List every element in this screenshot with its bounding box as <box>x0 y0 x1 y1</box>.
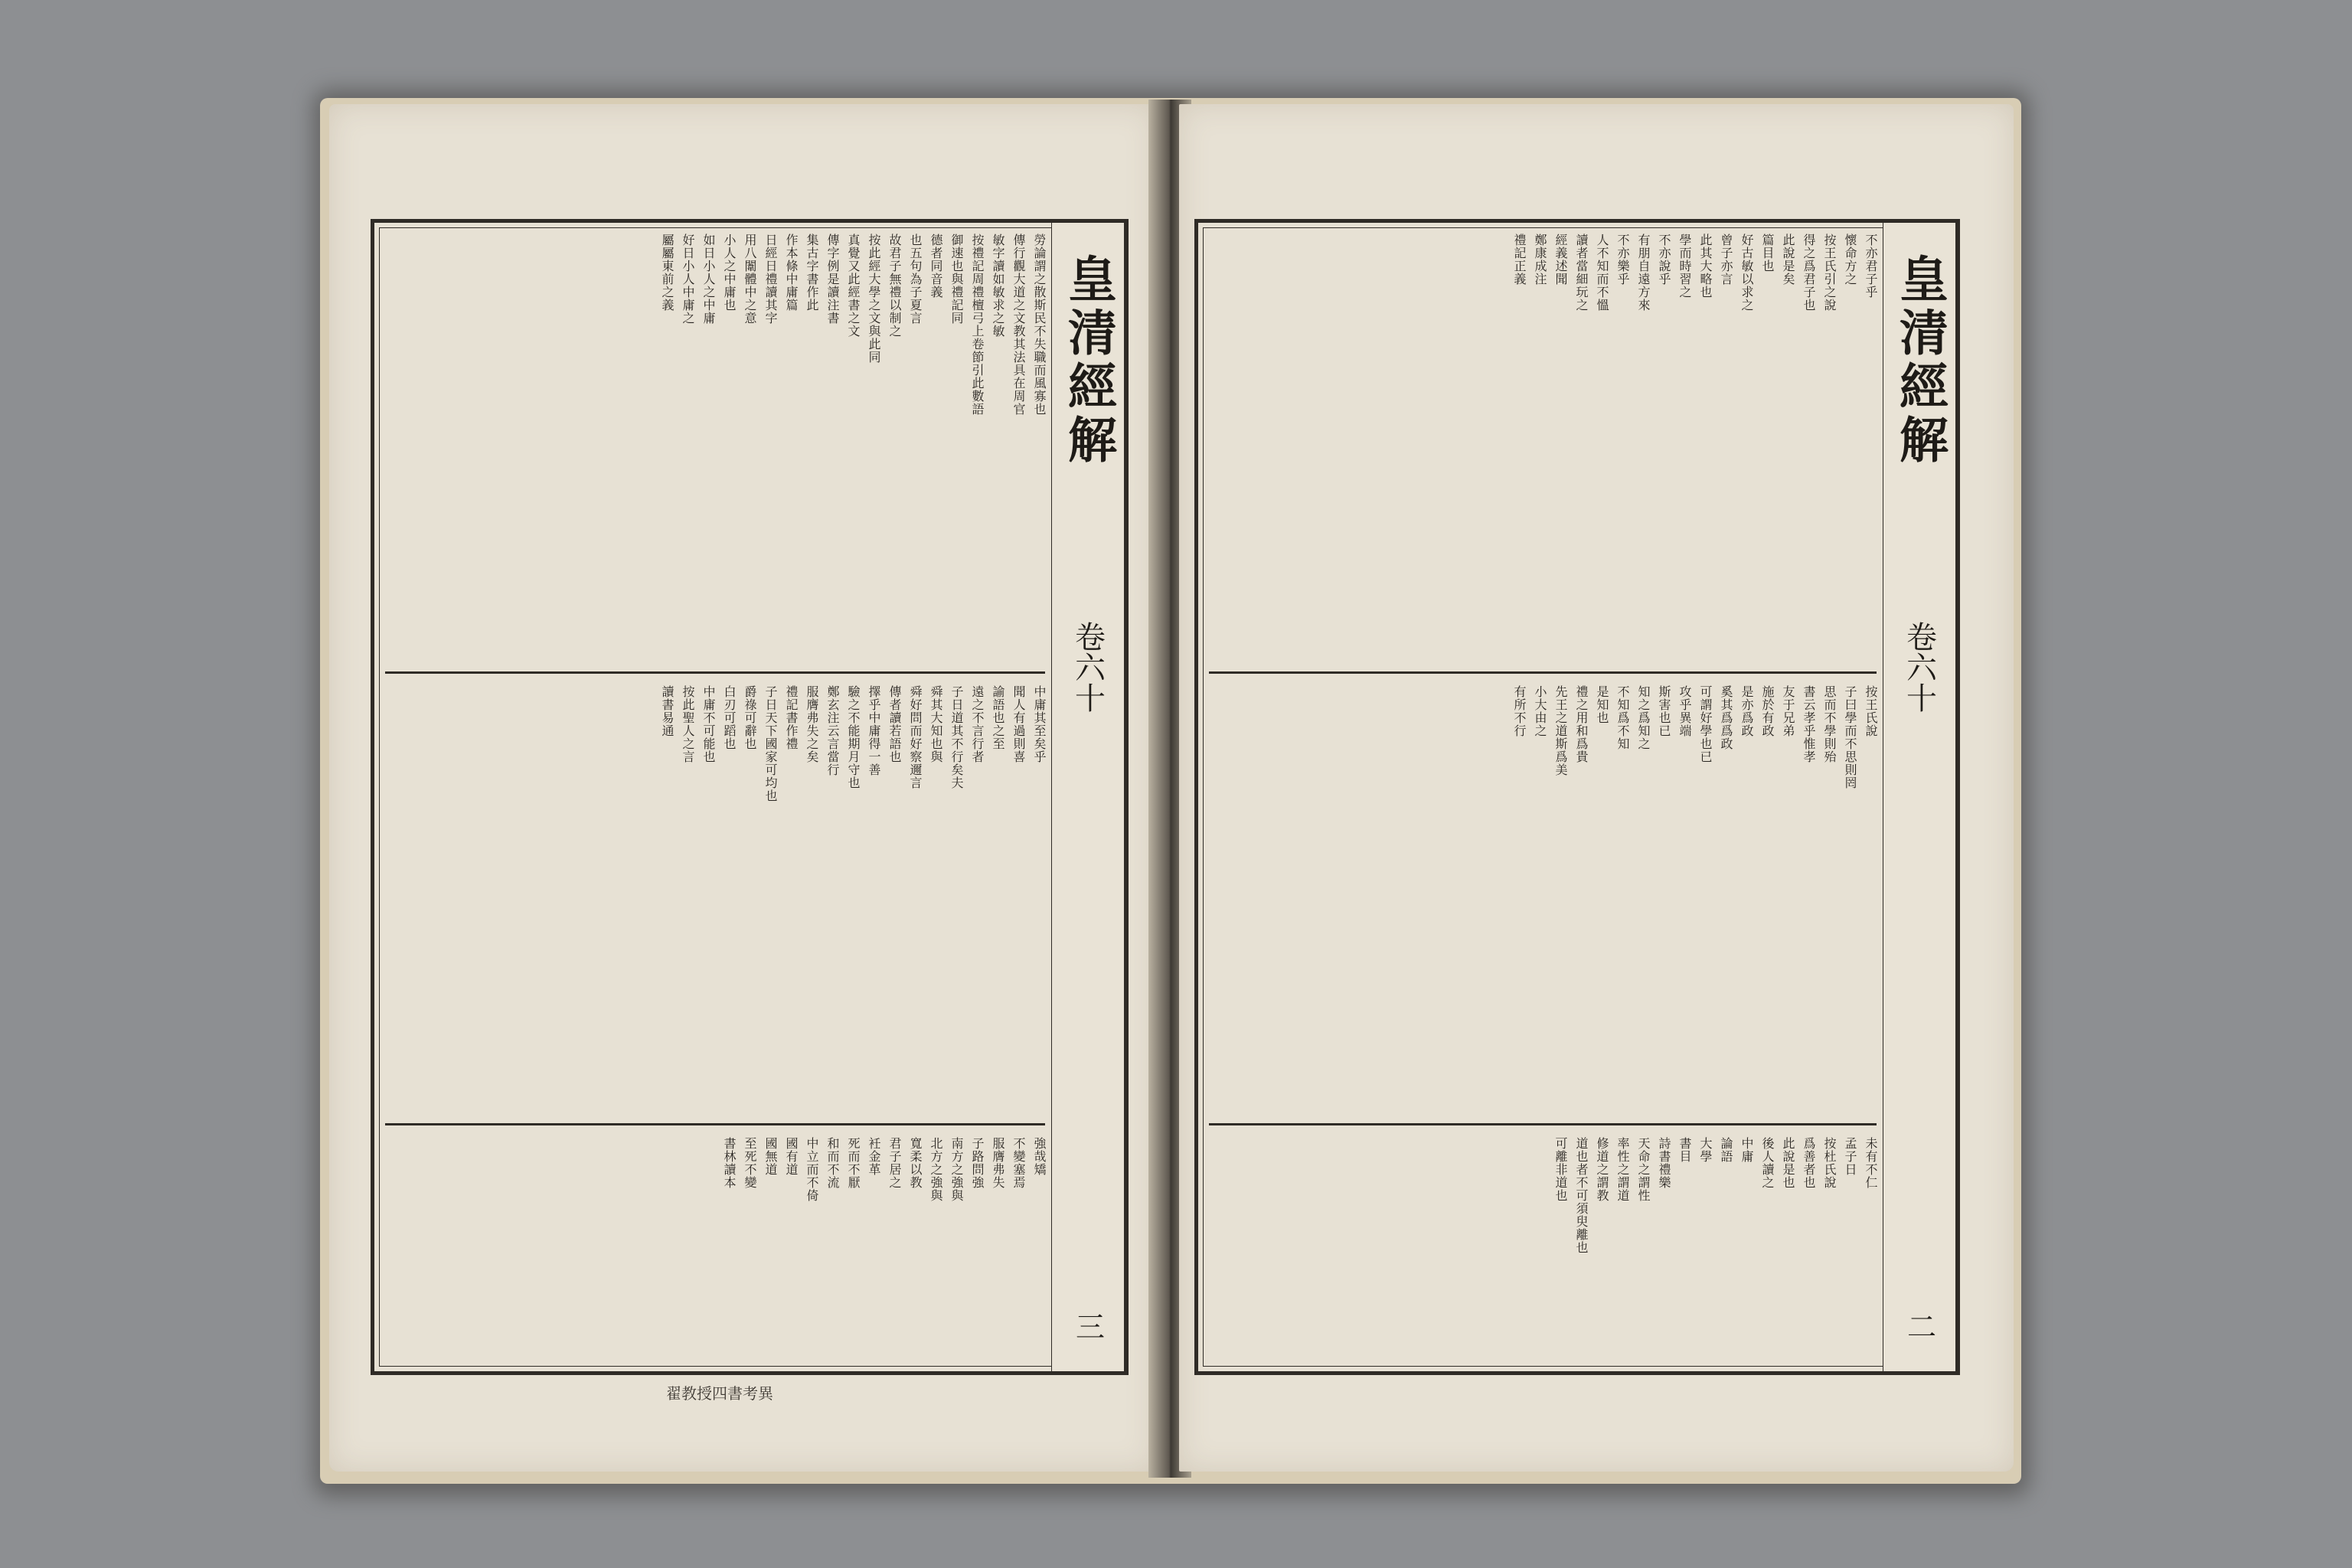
left-rule-1 <box>385 671 1045 674</box>
text-column: 懷命方之 <box>1843 234 1857 286</box>
text-column: 按禮記周禮檀弓上卷節引此數語 <box>970 234 985 416</box>
text-column: 南方之強與 <box>949 1137 964 1202</box>
text-column: 經義述聞 <box>1553 234 1568 286</box>
text-column: 舜其大知也與 <box>929 685 943 763</box>
text-column: 奚其爲爲政 <box>1719 685 1733 750</box>
text-column: 曾子亦言 <box>1719 234 1733 286</box>
text-column: 寬柔以教 <box>908 1137 923 1189</box>
text-column: 服膺弗失 <box>991 1137 1005 1189</box>
volume-label: 卷六十 <box>1070 621 1106 713</box>
text-column: 按杜氏說 <box>1822 1137 1837 1189</box>
text-column: 中庸其至矣乎 <box>1032 685 1047 763</box>
text-column: 如日小人之中庸 <box>701 234 716 325</box>
text-column: 孟子日 <box>1843 1137 1857 1176</box>
text-column: 君子居之 <box>887 1137 902 1189</box>
left-title-strip <box>1051 223 1125 1371</box>
text-column: 讀書易通 <box>660 685 675 737</box>
text-column: 至死不變 <box>743 1137 757 1189</box>
text-column: 爲善者也 <box>1802 1137 1816 1189</box>
text-column: 不亦說乎 <box>1657 234 1671 286</box>
left-band-bottom <box>385 1137 1045 1367</box>
text-column: 道也者不可須臾離也 <box>1574 1137 1589 1254</box>
left-page-frame <box>371 219 1129 1375</box>
text-column: 傳行觀大道之文教其法具在周官 <box>1011 234 1026 416</box>
text-column: 人不知而不慍 <box>1595 234 1609 312</box>
text-column: 知之爲知之 <box>1636 685 1651 750</box>
text-column: 有朋自遠方來 <box>1636 234 1651 312</box>
text-column: 服膺弗失之矣 <box>805 685 819 763</box>
text-column: 白刃可蹈也 <box>722 685 737 750</box>
text-column: 禮記書作禮 <box>784 685 799 750</box>
text-column: 學而時習之 <box>1677 234 1692 299</box>
text-column: 讀者當細玩之 <box>1574 234 1589 312</box>
left-page-number: 三 <box>1070 1312 1105 1341</box>
text-column: 衽金革 <box>867 1137 881 1176</box>
text-column: 故君子無禮以制之 <box>887 234 902 338</box>
text-column: 強哉矯 <box>1032 1137 1047 1176</box>
text-column: 作本條中庸篇 <box>784 234 799 312</box>
text-column: 此說是也 <box>1781 1137 1795 1189</box>
text-column: 敏字讀如敏求之敏 <box>991 234 1005 338</box>
text-column: 斯害也已 <box>1657 685 1671 737</box>
text-column: 擇乎中庸得一善 <box>867 685 881 776</box>
text-column: 用八闈體中之意 <box>743 234 757 325</box>
text-column: 子日道其不行矣夫 <box>949 685 964 789</box>
text-column: 是知也 <box>1595 685 1609 724</box>
text-column: 鄭康成注 <box>1533 234 1547 286</box>
text-column: 死而不厭 <box>846 1137 861 1189</box>
text-column: 遠之不言行者 <box>970 685 985 763</box>
text-column: 集古字書作此 <box>805 234 819 312</box>
right-band-bottom <box>1209 1137 1877 1367</box>
text-column: 後人讀之 <box>1760 1137 1775 1189</box>
text-column: 書目 <box>1677 1137 1692 1163</box>
left-margin-note: 翟教授四書考異 <box>666 1384 773 1403</box>
left-band-top <box>385 234 1045 662</box>
book-title: 皇清經解 <box>1060 253 1117 468</box>
text-column: 中庸 <box>1740 1137 1754 1163</box>
right-text-area <box>1209 234 1877 1361</box>
text-column: 德者同音義 <box>929 234 943 299</box>
text-column: 好日小人中庸之 <box>681 234 695 325</box>
right-title-strip <box>1883 223 1956 1371</box>
text-column: 諭語也之至 <box>991 685 1005 750</box>
text-column: 率性之謂道 <box>1615 1137 1630 1202</box>
right-band-top <box>1209 234 1877 662</box>
text-column: 書云孝乎惟孝 <box>1802 685 1816 763</box>
text-column: 論語 <box>1719 1137 1733 1163</box>
text-column: 此其大略也 <box>1698 234 1713 299</box>
book-title-right: 皇清經解 <box>1891 253 1949 468</box>
text-column: 詩書禮樂 <box>1657 1137 1671 1189</box>
right-page-number: 二 <box>1902 1312 1936 1341</box>
text-column: 子曰學而不思則罔 <box>1843 685 1857 789</box>
text-column: 此說是矣 <box>1781 234 1795 286</box>
text-column: 施於有政 <box>1760 685 1775 737</box>
text-column: 篇目也 <box>1760 234 1775 273</box>
left-rule-2 <box>385 1123 1045 1125</box>
text-column: 攻乎異端 <box>1677 685 1692 737</box>
text-column: 御速也與禮記同 <box>949 234 964 325</box>
right-band-middle <box>1209 685 1877 1114</box>
text-column: 中立而不倚 <box>805 1137 819 1202</box>
text-column: 有所不行 <box>1512 685 1527 737</box>
text-column: 思而不學則殆 <box>1822 685 1837 763</box>
text-column: 小大由之 <box>1533 685 1547 737</box>
text-column: 大學 <box>1698 1137 1713 1163</box>
text-column: 不亦君子乎 <box>1864 234 1878 299</box>
text-column: 禮記正義 <box>1512 234 1527 286</box>
text-column: 舜好問而好察邇言 <box>908 685 923 789</box>
text-column: 天命之謂性 <box>1636 1137 1651 1202</box>
text-column: 按王氏引之說 <box>1822 234 1837 312</box>
text-column: 傳者讀若語也 <box>887 685 902 763</box>
text-column: 按此經大學之文與此同 <box>867 234 881 364</box>
left-band-middle <box>385 685 1045 1114</box>
text-column: 可謂好學也已 <box>1698 685 1713 763</box>
text-column: 中庸不可能也 <box>701 685 716 763</box>
text-column: 修道之謂教 <box>1595 1137 1609 1202</box>
text-column: 也五句為子夏言 <box>908 234 923 325</box>
text-column: 屬屬東前之義 <box>660 234 675 312</box>
text-column: 國有道 <box>784 1137 799 1176</box>
text-column: 不變塞焉 <box>1011 1137 1026 1189</box>
volume-label-right: 卷六十 <box>1901 621 1937 713</box>
text-column: 不亦樂乎 <box>1615 234 1630 286</box>
text-column: 先王之道斯爲美 <box>1553 685 1568 776</box>
text-column: 子路問強 <box>970 1137 985 1189</box>
right-page <box>1179 104 2014 1472</box>
left-text-area <box>385 234 1045 1361</box>
text-column: 傳字例是讀注書 <box>825 234 840 325</box>
text-column: 書林讀本 <box>722 1137 737 1189</box>
right-page-frame <box>1194 219 1960 1375</box>
text-column: 未有不仁 <box>1864 1137 1878 1189</box>
right-rule-2 <box>1209 1123 1877 1125</box>
text-column: 得之爲君子也 <box>1802 234 1816 312</box>
text-column: 友于兄弟 <box>1781 685 1795 737</box>
right-rule-1 <box>1209 671 1877 674</box>
text-column: 按此聖人之言 <box>681 685 695 763</box>
text-column: 和而不流 <box>825 1137 840 1189</box>
text-column: 按王氏說 <box>1864 685 1878 737</box>
text-column: 聞人有過則喜 <box>1011 685 1026 763</box>
text-column: 是亦爲政 <box>1740 685 1754 737</box>
text-column: 禮之用和爲貴 <box>1574 685 1589 763</box>
text-column: 勞論謂之散斯民不失職而風寡也 <box>1032 234 1047 416</box>
text-column: 鄭玄注云言當行 <box>825 685 840 776</box>
left-page <box>329 104 1156 1472</box>
text-column: 驗之不能期月守也 <box>846 685 861 789</box>
text-column: 日經日禮讀其字 <box>763 234 778 325</box>
text-column: 可離非道也 <box>1553 1137 1568 1202</box>
text-column: 真覺又此經書之文 <box>846 234 861 338</box>
text-column: 北方之強與 <box>929 1137 943 1202</box>
text-column: 不知爲不知 <box>1615 685 1630 750</box>
text-column: 國無道 <box>763 1137 778 1176</box>
text-column: 好古敏以求之 <box>1740 234 1754 312</box>
text-column: 子日天下國家可均也 <box>763 685 778 802</box>
text-column: 小人之中庸也 <box>722 234 737 312</box>
text-column: 爵祿可辭也 <box>743 685 757 750</box>
